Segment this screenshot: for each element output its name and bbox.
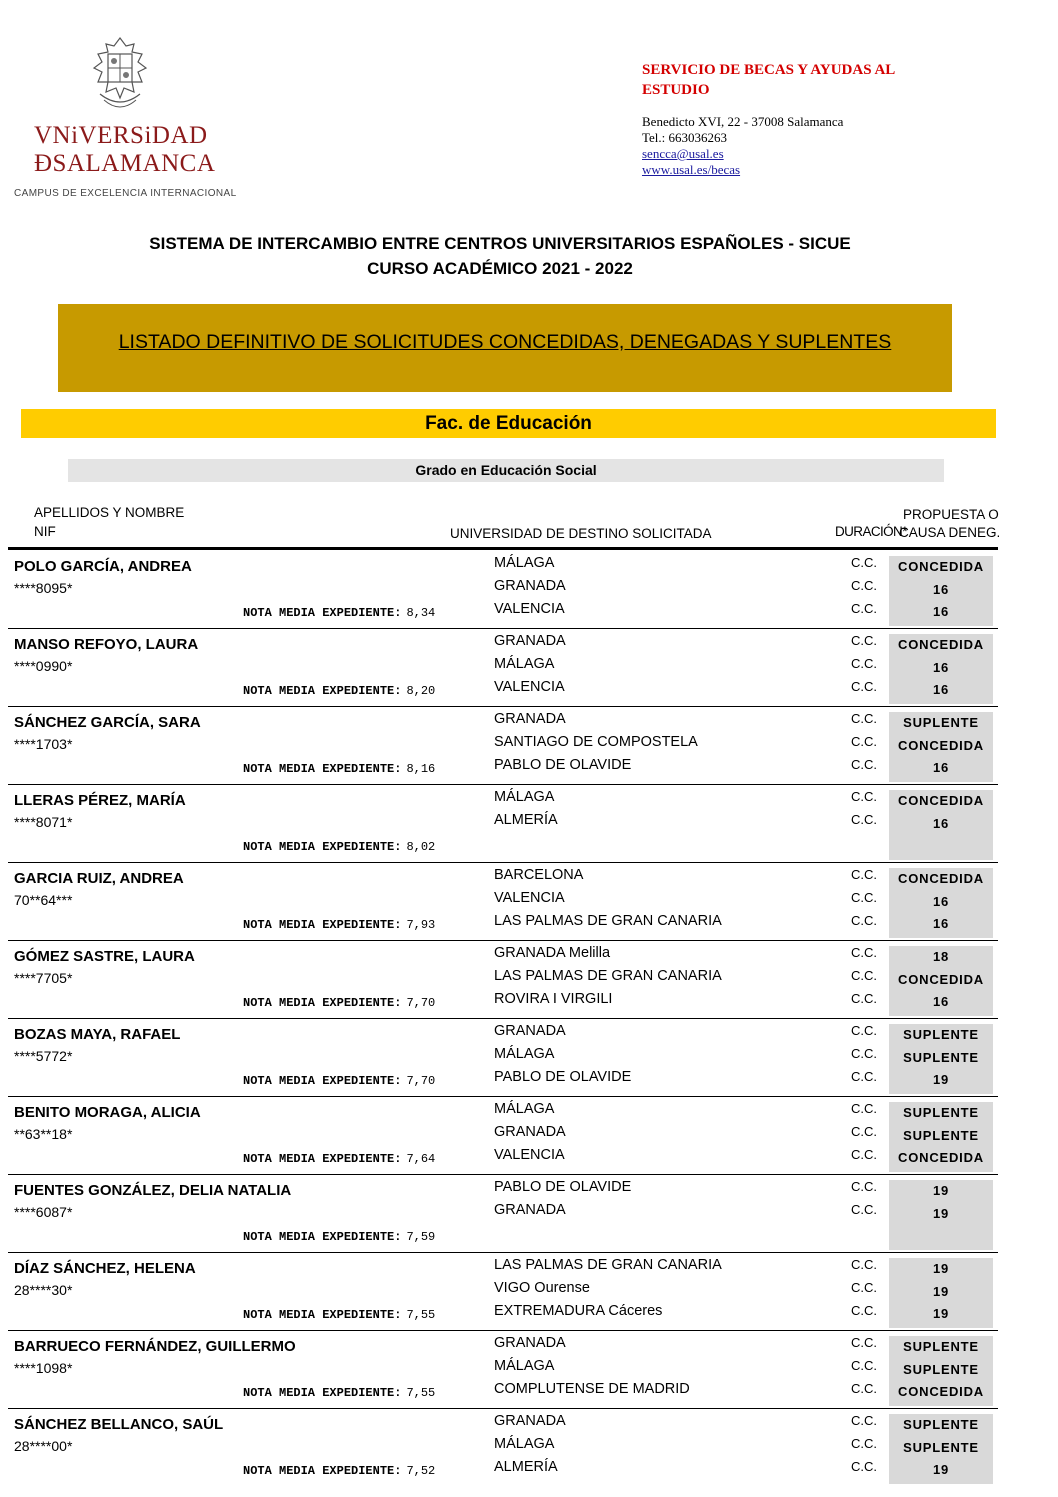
- applicant-name: GÓMEZ SASTRE, LAURA: [14, 948, 195, 965]
- duration: C.C.: [851, 812, 877, 827]
- duration: C.C.: [851, 1335, 877, 1350]
- proposal-result: CONCEDIDA: [898, 559, 984, 574]
- applicant-name: FUENTES GONZÁLEZ, DELIA NATALIA: [14, 1182, 292, 1199]
- applicant-name: BOZAS MAYA, RAFAEL: [14, 1026, 181, 1043]
- proposal-result: 16: [932, 582, 950, 597]
- applicant-nif: 28****30*: [14, 1282, 73, 1298]
- duration: C.C.: [851, 913, 877, 928]
- list-item: [0, 1331, 1058, 1409]
- duration: C.C.: [851, 789, 877, 804]
- duration: C.C.: [851, 1358, 877, 1373]
- duration: C.C.: [851, 555, 877, 570]
- duration: C.C.: [851, 601, 877, 616]
- duration: C.C.: [851, 679, 877, 694]
- proposal-result: 16: [932, 604, 950, 619]
- destination: PABLO DE OLAVIDE: [494, 757, 632, 773]
- proposal-result: CONCEDIDA: [898, 972, 984, 987]
- average-grade-label: NOTA MEDIA EXPEDIENTE:: [243, 1308, 402, 1322]
- duration: C.C.: [851, 1436, 877, 1451]
- applicant-nif: ****5772*: [14, 1048, 73, 1064]
- destination: SANTIAGO DE COMPOSTELA: [494, 734, 698, 750]
- destination: MÁLAGA: [494, 1358, 555, 1374]
- duration: C.C.: [851, 711, 877, 726]
- applicant-nif: ****1703*: [14, 736, 73, 752]
- records-list: [0, 551, 1058, 1487]
- average-grade-value: 7,59: [406, 1230, 436, 1244]
- destination: PABLO DE OLAVIDE: [494, 1069, 632, 1085]
- average-grade: [243, 684, 435, 698]
- destination: MÁLAGA: [494, 1046, 555, 1062]
- duration: C.C.: [851, 578, 877, 593]
- faculty-heading: Fac. de Educación: [21, 409, 996, 438]
- average-grade-label: NOTA MEDIA EXPEDIENTE:: [243, 918, 402, 932]
- column-header-proposal-line1: PROPUESTA O: [903, 507, 999, 522]
- proposal-result: 18: [932, 949, 950, 964]
- average-grade-value: 7,52: [406, 1464, 436, 1478]
- destination: GRANADA: [494, 578, 566, 594]
- destination: ALMERÍA: [494, 1459, 558, 1475]
- listing-title-box: [58, 304, 952, 392]
- service-phone: Tel.: 663036263: [642, 130, 728, 145]
- duration: C.C.: [851, 1280, 877, 1295]
- applicant-nif: ****6087*: [14, 1204, 73, 1220]
- proposal-result: 16: [932, 816, 950, 831]
- proposal-result: 19: [932, 1284, 950, 1299]
- duration: C.C.: [851, 1381, 877, 1396]
- applicant-name: GARCIA RUIZ, ANDREA: [14, 870, 184, 887]
- applicant-name: SÁNCHEZ GARCÍA, SARA: [14, 714, 201, 731]
- applicant-name: DÍAZ SÁNCHEZ, HELENA: [14, 1260, 196, 1277]
- destination: LAS PALMAS DE GRAN CANARIA: [494, 1257, 722, 1273]
- proposal-result: 19: [932, 1306, 950, 1321]
- destination: MÁLAGA: [494, 789, 555, 805]
- column-header-nif: NIF: [34, 524, 56, 539]
- duration: C.C.: [851, 968, 877, 983]
- average-grade-value: 8,34: [406, 606, 436, 620]
- average-grade-label: NOTA MEDIA EXPEDIENTE:: [243, 996, 402, 1010]
- proposal-result: SUPLENTE: [903, 1128, 979, 1143]
- average-grade-value: 7,93: [406, 918, 436, 932]
- destination: MÁLAGA: [494, 1436, 555, 1452]
- destination: EXTREMADURA Cáceres: [494, 1303, 663, 1319]
- average-grade-label: NOTA MEDIA EXPEDIENTE:: [243, 1152, 402, 1166]
- duration: C.C.: [851, 1101, 877, 1116]
- duration: C.C.: [851, 656, 877, 671]
- proposal-result: CONCEDIDA: [898, 637, 984, 652]
- average-grade-value: 7,55: [406, 1308, 436, 1322]
- destination: GRANADA: [494, 1335, 566, 1351]
- average-grade-value: 7,70: [406, 1074, 436, 1088]
- average-grade: [243, 606, 435, 620]
- destination: ROVIRA I VIRGILI: [494, 991, 613, 1007]
- destination: GRANADA: [494, 1124, 566, 1140]
- service-address: Benedicto XVI, 22 - 37008 Salamanca: [642, 114, 844, 129]
- duration: C.C.: [851, 1023, 877, 1038]
- destination: LAS PALMAS DE GRAN CANARIA: [494, 913, 722, 929]
- destination: ALMERÍA: [494, 812, 558, 828]
- list-item: [0, 785, 1058, 863]
- duration: C.C.: [851, 1257, 877, 1272]
- average-grade-label: NOTA MEDIA EXPEDIENTE:: [243, 1074, 402, 1088]
- applicant-nif: ****8095*: [14, 580, 73, 596]
- list-item: [0, 941, 1058, 1019]
- duration: C.C.: [851, 1179, 877, 1194]
- applicant-nif: ****8071*: [14, 814, 73, 830]
- duration: C.C.: [851, 757, 877, 772]
- duration: C.C.: [851, 867, 877, 882]
- applicant-name: BARRUECO FERNÁNDEZ, GUILLERMO: [14, 1338, 296, 1355]
- average-grade-value: 8,02: [406, 840, 436, 854]
- destination: GRANADA: [494, 1413, 566, 1429]
- applicant-name: SÁNCHEZ BELLANCO, SAÚL: [14, 1416, 224, 1433]
- average-grade: [243, 1074, 435, 1088]
- destination: PABLO DE OLAVIDE: [494, 1179, 632, 1195]
- duration: C.C.: [851, 991, 877, 1006]
- university-seal-icon: [86, 36, 154, 116]
- list-item: [0, 1409, 1058, 1487]
- document-title: SISTEMA DE INTERCAMBIO ENTRE CENTROS UNIVERSITARIOS ESPAÑOLES - SICUE: [149, 234, 851, 253]
- average-grade: [243, 1386, 435, 1400]
- average-grade: [243, 762, 435, 776]
- service-title: SERVICIO DE BECAS Y AYUDAS AL ESTUDIO: [642, 62, 895, 98]
- destination: MÁLAGA: [494, 555, 555, 571]
- listing-title: LISTADO DEFINITIVO DE SOLICITUDES CONCEDIDAS, DENEGADAS Y SUPLENTES: [118, 331, 892, 353]
- proposal-result: SUPLENTE: [903, 1339, 979, 1354]
- average-grade-label: NOTA MEDIA EXPEDIENTE:: [243, 762, 402, 776]
- service-website-link[interactable]: www.usal.es/becas: [642, 162, 741, 177]
- proposal-result: 16: [932, 660, 950, 675]
- column-header-proposal-line2: CAUSA DENEG.: [899, 525, 1001, 540]
- average-grade-value: 7,70: [406, 996, 436, 1010]
- average-grade-value: 7,55: [406, 1386, 436, 1400]
- proposal-result: CONCEDIDA: [898, 871, 984, 886]
- column-header-name: APELLIDOS Y NOMBRE: [34, 505, 185, 520]
- duration: C.C.: [851, 1303, 877, 1318]
- average-grade: [243, 840, 435, 854]
- document-subtitle: CURSO ACADÉMICO 2021 - 2022: [367, 259, 633, 278]
- column-header-destination: UNIVERSIDAD DE DESTINO SOLICITADA: [450, 526, 712, 541]
- destination: MÁLAGA: [494, 656, 555, 672]
- applicant-nif: ****7705*: [14, 970, 73, 986]
- destination: VALENCIA: [494, 1147, 565, 1163]
- list-item: [0, 551, 1058, 629]
- list-item: [0, 1097, 1058, 1175]
- average-grade-label: NOTA MEDIA EXPEDIENTE:: [243, 1386, 402, 1400]
- destination: VIGO Ourense: [494, 1280, 590, 1296]
- proposal-result: SUPLENTE: [903, 1417, 979, 1432]
- proposal-result: 16: [932, 916, 950, 931]
- duration: C.C.: [851, 734, 877, 749]
- average-grade-label: NOTA MEDIA EXPEDIENTE:: [243, 606, 402, 620]
- destination: GRANADA: [494, 711, 566, 727]
- duration: C.C.: [851, 1202, 877, 1217]
- proposal-result: 19: [932, 1206, 950, 1221]
- average-grade: [243, 1152, 435, 1166]
- average-grade: [243, 996, 435, 1010]
- university-name-line2: ÐSALAMANCA: [34, 150, 216, 177]
- list-item: [0, 707, 1058, 785]
- applicant-nif: 70**64***: [14, 892, 73, 908]
- destination: VALENCIA: [494, 679, 565, 695]
- column-header-duration: DURACIÓN*: [835, 524, 907, 539]
- average-grade-label: NOTA MEDIA EXPEDIENTE:: [243, 1230, 402, 1244]
- average-grade-value: 8,20: [406, 684, 436, 698]
- applicant-nif: ****1098*: [14, 1360, 73, 1376]
- proposal-result: CONCEDIDA: [898, 1384, 984, 1399]
- average-grade-label: NOTA MEDIA EXPEDIENTE:: [243, 1464, 402, 1478]
- duration: C.C.: [851, 890, 877, 905]
- destination: GRANADA: [494, 633, 566, 649]
- duration: C.C.: [851, 945, 877, 960]
- destination: GRANADA Melilla: [494, 945, 611, 961]
- average-grade-label: NOTA MEDIA EXPEDIENTE:: [243, 840, 402, 854]
- proposal-result: CONCEDIDA: [898, 1150, 984, 1165]
- proposal-result: 19: [932, 1183, 950, 1198]
- average-grade-label: NOTA MEDIA EXPEDIENTE:: [243, 684, 402, 698]
- duration: C.C.: [851, 1459, 877, 1474]
- applicant-name: MANSO REFOYO, LAURA: [14, 636, 199, 653]
- degree-heading: Grado en Educación Social: [68, 459, 944, 482]
- proposal-result: 16: [932, 682, 950, 697]
- proposal-result: SUPLENTE: [903, 1440, 979, 1455]
- destination: GRANADA: [494, 1202, 566, 1218]
- average-grade: [243, 918, 435, 932]
- average-grade: [243, 1464, 435, 1478]
- proposal-result: SUPLENTE: [903, 1050, 979, 1065]
- list-item: [0, 1253, 1058, 1331]
- proposal-result: 16: [932, 994, 950, 1009]
- list-item: [0, 1175, 1058, 1253]
- average-grade: [243, 1308, 435, 1322]
- destination: GRANADA: [494, 1023, 566, 1039]
- proposal-result: 19: [932, 1261, 950, 1276]
- header-rule: [8, 547, 998, 550]
- proposal-result: 19: [932, 1072, 950, 1087]
- campus-tagline: CAMPUS DE EXCELENCIA INTERNACIONAL: [14, 188, 237, 199]
- proposal-result: SUPLENTE: [903, 715, 979, 730]
- average-grade-value: 7,64: [406, 1152, 436, 1166]
- applicant-name: LLERAS PÉREZ, MARÍA: [14, 792, 186, 809]
- duration: C.C.: [851, 633, 877, 648]
- average-grade: [243, 1230, 435, 1244]
- duration: C.C.: [851, 1147, 877, 1162]
- list-item: [0, 629, 1058, 707]
- destination: BARCELONA: [494, 867, 584, 883]
- duration: C.C.: [851, 1413, 877, 1428]
- service-email-link[interactable]: sencca@usal.es: [642, 146, 724, 161]
- service-info: [642, 60, 962, 178]
- proposal-result: 16: [932, 760, 950, 775]
- applicant-name: POLO GARCÍA, ANDREA: [14, 558, 192, 575]
- destination: MÁLAGA: [494, 1101, 555, 1117]
- list-item: [0, 1019, 1058, 1097]
- duration: C.C.: [851, 1046, 877, 1061]
- proposal-result: SUPLENTE: [903, 1027, 979, 1042]
- proposal-result: 19: [932, 1462, 950, 1477]
- destination: LAS PALMAS DE GRAN CANARIA: [494, 968, 722, 984]
- applicant-nif: ****0990*: [14, 658, 73, 674]
- applicant-nif: 28****00*: [14, 1438, 73, 1454]
- duration: C.C.: [851, 1124, 877, 1139]
- proposal-result: CONCEDIDA: [898, 793, 984, 808]
- destination: COMPLUTENSE DE MADRID: [494, 1381, 690, 1397]
- university-logo: [12, 36, 237, 204]
- destination: VALENCIA: [494, 890, 565, 906]
- proposal-result: CONCEDIDA: [898, 738, 984, 753]
- list-item: [0, 863, 1058, 941]
- destination: VALENCIA: [494, 601, 565, 617]
- applicant-name: BENITO MORAGA, ALICIA: [14, 1104, 201, 1121]
- duration: C.C.: [851, 1069, 877, 1084]
- applicant-nif: **63**18*: [14, 1126, 73, 1142]
- proposal-result: 16: [932, 894, 950, 909]
- university-name-line1: VNiVERSiDAD: [34, 122, 208, 149]
- proposal-result: SUPLENTE: [903, 1362, 979, 1377]
- average-grade-value: 8,16: [406, 762, 436, 776]
- proposal-result: SUPLENTE: [903, 1105, 979, 1120]
